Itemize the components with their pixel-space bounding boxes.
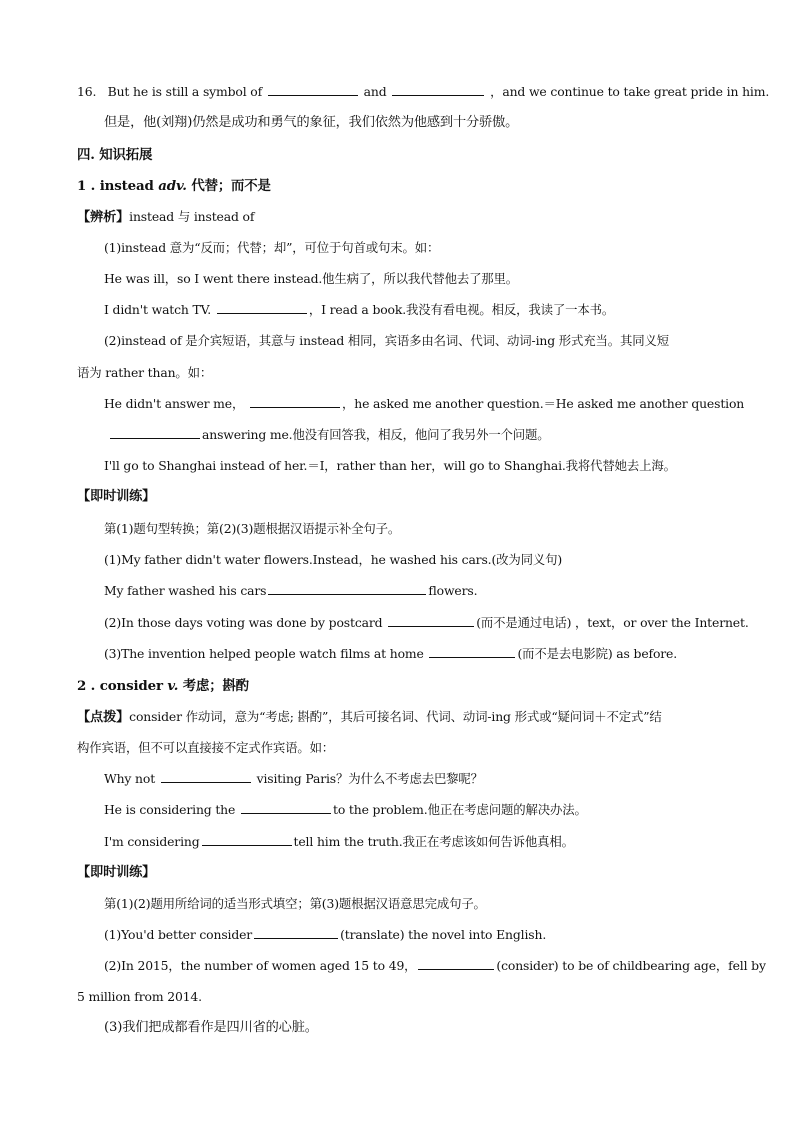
item2-heading: 2 . consider v. 考虑；斟酌 (77, 678, 249, 694)
item2-tip-line1: 【点拨】consider 作动词，意为“考虑; 斟酌”，其后可接名词、代词、动词-ing 形式或“疑问词＋不定式”结 (77, 709, 662, 725)
item1-example-3-blank-1[interactable] (250, 395, 340, 408)
item2-task-2-cont: 5 million from 2014. (77, 989, 202, 1004)
item2-task-2-blank[interactable] (418, 957, 494, 970)
item2-task-2: (2)In 2015，the number of women aged 15 to 49， (consider) to be of childbearing age，fell by (104, 958, 766, 973)
item2-task-3: (3)我们把成都看作是四川省的心脏。 (104, 1020, 318, 1035)
item1-bianxi: 【辨析】instead 与 instead of (77, 209, 255, 225)
item1-example-3: He didn't answer me， ，he asked me another question.＝He asked me another question (104, 396, 745, 411)
q16-blank-2[interactable] (392, 83, 484, 96)
q16-blank-1[interactable] (268, 83, 358, 96)
item2-example-2-blank[interactable] (241, 801, 331, 814)
q16-sentence: 16. But he is still a symbol of and ，and we continue to take great pride in him. (77, 84, 770, 99)
q16-number: 16. (77, 84, 97, 99)
item2-practice-desc: 第(1)(2)题用所给词的适当形式填空；第(3)题根据汉语意思完成句子。 (104, 896, 486, 911)
item2-practice-label: 【即时训练】 (77, 865, 156, 880)
item1-example-1: He was ill，so I went there instead.他生病了，所以我代替他去了那里。 (104, 271, 519, 286)
item1-task-3-blank[interactable] (429, 645, 515, 658)
item1-point-1: (1)instead 意为“反而；代替；却”，可位于句首或句末。如： (104, 240, 440, 255)
item2-example-3: I'm considering tell him the truth.我正在考虑该如何告诉他真相。 (104, 834, 574, 849)
item2-task-1: (1)You'd better consider (translate) the novel into English. (104, 927, 547, 942)
q16-translation: 但是，他(刘翔)仍然是成功和勇气的象征，我们依然为他感到十分骄傲。 (104, 115, 519, 130)
item1-example-3-cont: answering me.他没有回答我，相反，他问了我另外一个问题。 (108, 426, 550, 444)
item2-task-1-blank[interactable] (254, 926, 338, 939)
item1-heading: 1 . instead adv. 代替；而不是 (77, 178, 271, 194)
item2-example-1: Why not visiting Paris？为什么不考虑去巴黎呢？ (104, 771, 483, 786)
item1-example-3-blank-2[interactable] (110, 426, 200, 439)
item1-task-1-blank[interactable] (268, 582, 426, 595)
item1-task-1: (1)My father didn't water flowers.Instead，he washed his cars.(改为同义句) (104, 552, 563, 567)
section-title: 四. 知识拓展 (77, 147, 153, 163)
item1-practice-label: 【即时训练】 (77, 489, 156, 504)
item1-task-2: (2)In those days voting was done by postcard (而不是通过电话) ，text，or over the Internet. (104, 615, 749, 630)
item2-example-3-blank[interactable] (202, 833, 292, 846)
item1-task-2-blank[interactable] (388, 614, 474, 627)
item1-point-2-line2: 语为 rather than。如： (77, 365, 213, 380)
item1-example-2: I didn't watch TV. ，I read a book.我没有看电视。相反，我读了一本书。 (104, 302, 615, 317)
item2-example-1-blank[interactable] (161, 770, 251, 783)
item1-example-2-blank[interactable] (217, 301, 307, 314)
item1-practice-desc: 第(1)题句型转换；第(2)(3)题根据汉语提示补全句子。 (104, 521, 401, 536)
item1-example-4: I'll go to Shanghai instead of her.＝I，rather than her，will go to Shanghai.我将代替她去上海。 (104, 458, 676, 473)
item1-task-1-answer: My father washed his cars flowers. (104, 583, 478, 598)
item1-point-2-line1: (2)instead of 是介宾短语，其意与 instead 相同，宾语多由名词、代词、动词-ing 形式充当。其同义短 (104, 333, 669, 348)
item2-tip-line2: 构作宾语，但不可以直接接不定式作宾语。如： (77, 740, 335, 755)
item2-example-2: He is considering the to the problem.他正在考虑问题的解决办法。 (104, 802, 587, 817)
item1-task-3: (3)The invention helped people watch films at home (而不是去电影院) as before. (104, 646, 677, 661)
